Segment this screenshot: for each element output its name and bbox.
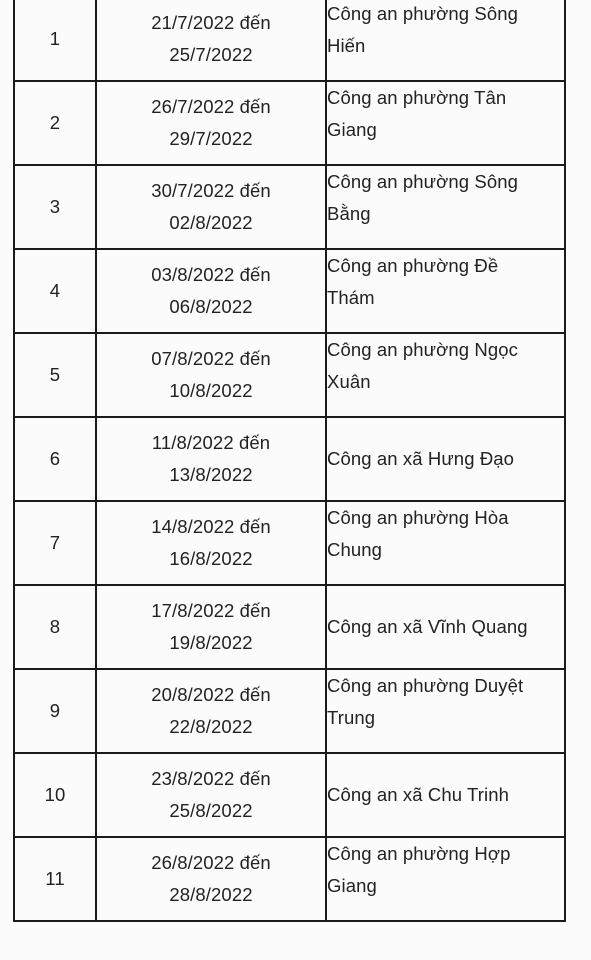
table-row xyxy=(14,249,565,333)
date-start: 03/8/2022 đến xyxy=(151,264,271,285)
unit-line-1: Công an xã Hưng Đạo xyxy=(327,448,515,469)
unit-line-1: Công an phường Sông xyxy=(327,171,519,192)
unit-line-2: Hiến xyxy=(327,35,366,56)
unit-line-1: Công an xã Vĩnh Quang xyxy=(327,616,528,637)
police-unit xyxy=(326,501,565,585)
unit-line-1: Công an phường Tân xyxy=(327,87,507,108)
table-row xyxy=(14,501,565,585)
table-row xyxy=(14,837,565,921)
date-end: 28/8/2022 xyxy=(169,884,253,905)
row-number: 7 xyxy=(14,501,96,585)
row-number: 5 xyxy=(14,333,96,417)
table-row xyxy=(14,0,565,81)
row-number: 3 xyxy=(14,165,96,249)
unit-line-1: Công an phường Hòa xyxy=(327,507,509,528)
date-end: 19/8/2022 xyxy=(169,632,253,653)
date-range xyxy=(96,501,326,585)
date-start: 20/8/2022 đến xyxy=(151,684,271,705)
date-range xyxy=(96,0,326,81)
date-range xyxy=(96,837,326,921)
unit-line-2: Giang xyxy=(327,875,377,896)
table-row xyxy=(14,417,565,501)
police-unit xyxy=(326,585,565,669)
date-end: 22/8/2022 xyxy=(169,716,253,737)
date-range xyxy=(96,249,326,333)
unit-line-2: Giang xyxy=(327,119,377,140)
row-number: 4 xyxy=(14,249,96,333)
date-start: 23/8/2022 đến xyxy=(151,768,271,789)
police-unit xyxy=(326,333,565,417)
table-row xyxy=(14,333,565,417)
row-number: 1 xyxy=(14,0,96,81)
unit-line-2: Bằng xyxy=(327,203,371,224)
table-row xyxy=(14,165,565,249)
table-row xyxy=(14,669,565,753)
date-start: 07/8/2022 đến xyxy=(151,348,271,369)
police-unit xyxy=(326,837,565,921)
date-start: 14/8/2022 đến xyxy=(151,516,271,537)
police-unit xyxy=(326,753,565,837)
date-end: 02/8/2022 xyxy=(169,212,253,233)
date-end: 25/7/2022 xyxy=(169,44,253,65)
date-start: 11/8/2022 đến xyxy=(151,432,271,453)
unit-line-1: Công an phường Duyệt xyxy=(327,675,524,696)
table-row xyxy=(14,753,565,837)
date-start: 21/7/2022 đến xyxy=(151,12,271,33)
date-range xyxy=(96,81,326,165)
date-end: 16/8/2022 xyxy=(169,548,253,569)
date-start: 30/7/2022 đến xyxy=(151,180,271,201)
table-row xyxy=(14,81,565,165)
unit-line-2: Thám xyxy=(327,287,375,308)
unit-line-1: Công an xã Chu Trinh xyxy=(327,784,509,805)
unit-line-1: Công an phường Đề xyxy=(327,255,499,276)
police-unit xyxy=(326,417,565,501)
unit-line-1: Công an phường Ngọc xyxy=(327,339,518,360)
date-range xyxy=(96,165,326,249)
date-range xyxy=(96,669,326,753)
date-range xyxy=(96,753,326,837)
unit-line-1: Công an phường Hợp xyxy=(327,843,511,864)
police-unit xyxy=(326,249,565,333)
row-number: 6 xyxy=(14,417,96,501)
date-end: 25/8/2022 xyxy=(169,800,253,821)
schedule-table xyxy=(13,0,566,922)
row-number: 8 xyxy=(14,585,96,669)
unit-line-1: Công an phường Sông xyxy=(327,3,519,24)
date-start: 26/8/2022 đến xyxy=(151,852,271,873)
unit-line-2: Xuân xyxy=(327,371,371,392)
date-end: 29/7/2022 xyxy=(169,128,253,149)
unit-line-2: Chung xyxy=(327,539,383,560)
police-unit xyxy=(326,165,565,249)
date-range xyxy=(96,585,326,669)
date-range xyxy=(96,333,326,417)
date-end: 10/8/2022 xyxy=(169,380,253,401)
date-end: 13/8/2022 xyxy=(169,464,253,485)
table-row xyxy=(14,585,565,669)
date-range xyxy=(96,417,326,501)
row-number: 2 xyxy=(14,81,96,165)
date-start: 26/7/2022 đến xyxy=(151,96,271,117)
police-unit xyxy=(326,669,565,753)
row-number: 9 xyxy=(14,669,96,753)
unit-line-2: Trung xyxy=(327,707,376,728)
police-unit xyxy=(326,0,565,81)
date-start: 17/8/2022 đến xyxy=(151,600,271,621)
row-number: 10 xyxy=(14,753,96,837)
row-number: 11 xyxy=(14,837,96,921)
police-unit xyxy=(326,81,565,165)
date-end: 06/8/2022 xyxy=(169,296,253,317)
